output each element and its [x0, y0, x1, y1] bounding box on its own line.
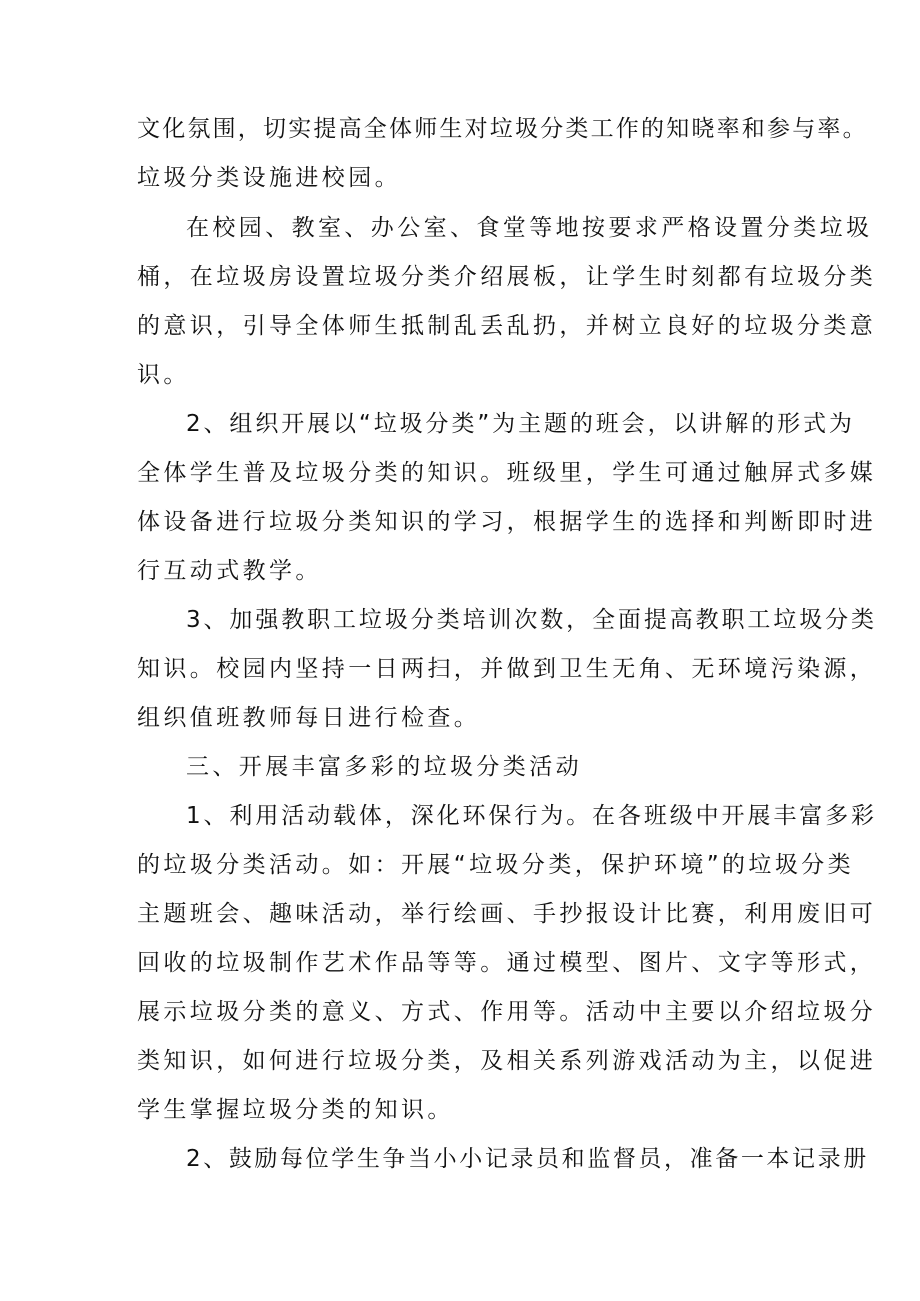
text-line: 的意识，引导全体师生抵制乱丢乱扔，并树立良好的垃圾分类意 — [137, 313, 877, 339]
paragraph-first-line: 在校园、教室、办公室、食堂等地按要求严格设置分类垃圾 — [186, 215, 873, 241]
text-line: 识。 — [137, 362, 190, 388]
text-line: 垃圾分类设施进校园。 — [137, 165, 401, 191]
text-line: 展示垃圾分类的意义、方式、作用等。活动中主要以介绍垃圾分 — [137, 999, 877, 1025]
text-line: 行互动式教学。 — [137, 558, 322, 584]
text-line: 体设备进行垃圾分类知识的学习，根据学生的选择和判断即时进 — [137, 509, 877, 535]
text-line: 桶，在垃圾房设置垃圾分类介绍展板，让学生时刻都有垃圾分类 — [137, 264, 877, 290]
text-line: 回收的垃圾制作艺术作品等等。通过模型、图片、文字等形式， — [137, 950, 877, 976]
text-line: 组织值班教师每日进行检查。 — [137, 705, 481, 731]
text-line: 知识。校园内坚持一日两扫，并做到卫生无角、无环境污染源， — [137, 656, 877, 682]
paragraph-first-line: 1、利用活动载体，深化环保行为。在各班级中开展丰富多彩 — [186, 803, 877, 829]
text-line: 全体学生普及垃圾分类的知识。班级里，学生可通过触屏式多媒 — [137, 460, 877, 486]
text-line: 文化氛围，切实提高全体师生对垃圾分类工作的知晓率和参与率。 — [137, 116, 868, 142]
paragraph-first-line: 2、鼓励每位学生争当小小记录员和监督员，准备一本记录册 — [186, 1146, 869, 1172]
text-line: 学生掌握垃圾分类的知识。 — [137, 1097, 454, 1123]
section-heading: 三、开展丰富多彩的垃圾分类活动 — [186, 754, 582, 780]
text-line: 类知识，如何进行垃圾分类，及相关系列游戏活动为主，以促进 — [137, 1048, 877, 1074]
paragraph-first-line: 3、加强教职工垃圾分类培训次数，全面提高教职工垃圾分类 — [186, 607, 877, 633]
paragraph-first-line: 2、组织开展以“垃圾分类”为主题的班会，以讲解的形式为 — [186, 411, 855, 437]
text-line: 的垃圾分类活动。如：开展“垃圾分类，保护环境”的垃圾分类 — [137, 852, 855, 878]
text-line: 主题班会、趣味活动，举行绘画、手抄报设计比赛，利用废旧可 — [137, 901, 877, 927]
